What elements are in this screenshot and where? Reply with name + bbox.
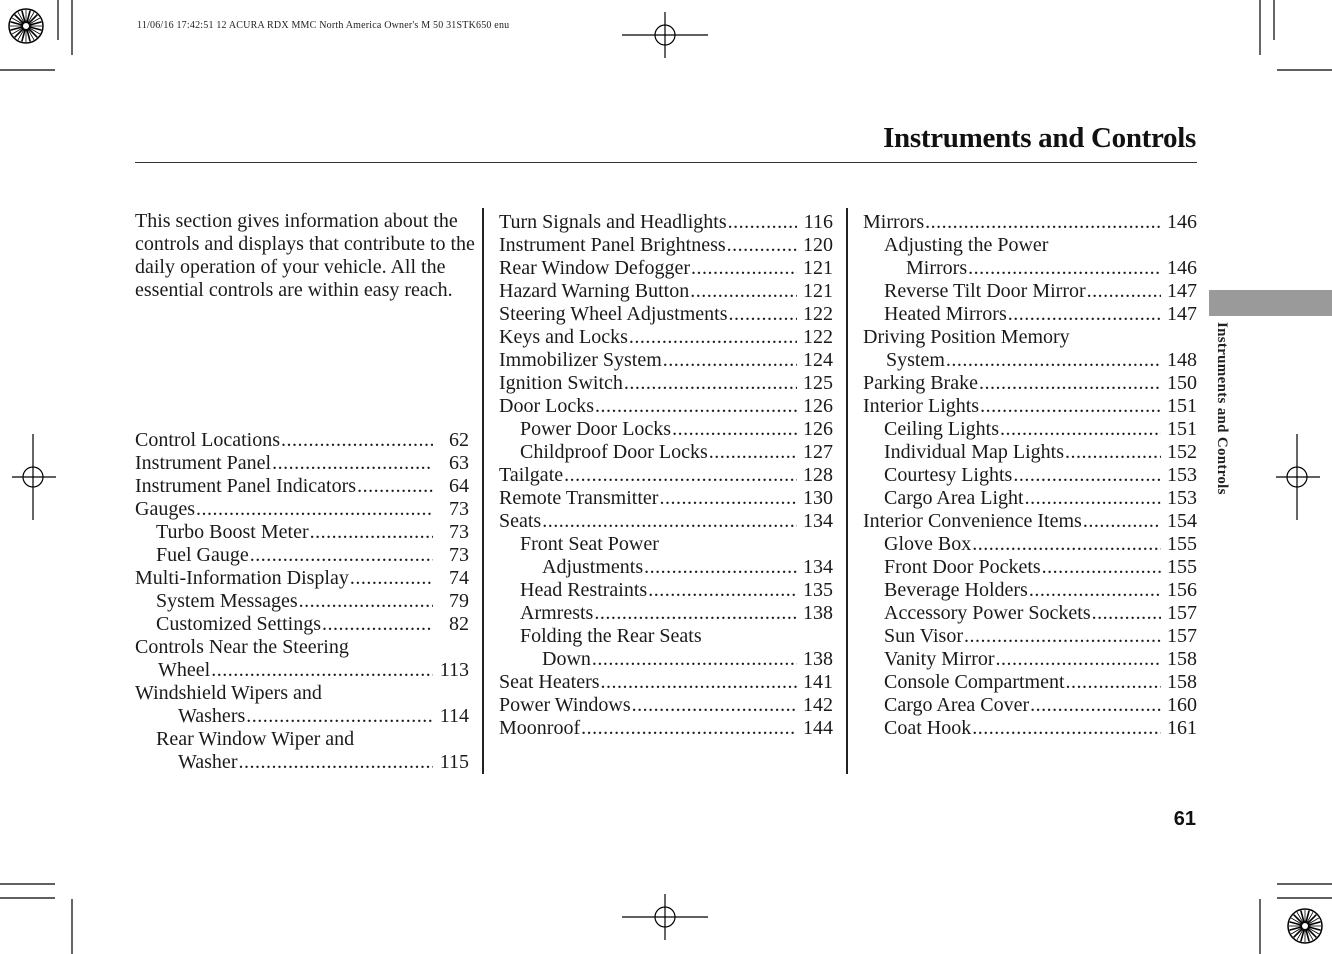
toc-entry[interactable] (499, 602, 833, 625)
toc-leader-dots (592, 648, 797, 671)
toc-entry-label: Glove Box (884, 533, 972, 555)
toc-entry[interactable] (499, 487, 833, 510)
toc-leader-dots (946, 349, 1161, 372)
toc-entry[interactable] (499, 211, 833, 234)
toc-entry-label: Turn Signals and Headlights (499, 211, 727, 233)
toc-entry-label: Vanity Mirror (884, 648, 995, 670)
toc-entry[interactable] (499, 303, 833, 326)
toc-entry-page: 148 (1167, 349, 1197, 371)
toc-entry[interactable] (863, 487, 1197, 510)
toc-entry[interactable] (135, 705, 469, 728)
toc-leader-dots (250, 544, 433, 567)
toc-leader-dots (629, 326, 797, 349)
toc-entry-page: 161 (1167, 717, 1197, 739)
toc-entry-label: Washer (178, 751, 238, 773)
toc-entry-label: Washers (178, 705, 246, 727)
toc-leader-dots (1030, 694, 1161, 717)
toc-entry-page: 146 (1167, 211, 1197, 233)
toc-leader-dots (1029, 579, 1161, 602)
toc-entry[interactable] (499, 326, 833, 349)
toc-entry (863, 326, 1197, 349)
toc-entry[interactable] (863, 717, 1197, 740)
section-intro: This section gives information about the controls and displays that contribute to the daily operation of your vehicle. All the essential controls are within easy reach. (135, 210, 475, 301)
toc-leader-dots (648, 579, 797, 602)
toc-entry-page: 113 (439, 659, 469, 681)
toc-entry[interactable] (863, 257, 1197, 280)
toc-leader-dots (727, 234, 797, 257)
toc-entry-label: Keys and Locks (499, 326, 628, 348)
toc-entry-label: Adjustments (542, 556, 644, 578)
toc-entry-label: Control Locations (135, 429, 280, 451)
toc-entry (499, 533, 833, 556)
toc-leader-dots (595, 395, 797, 418)
toc-entry-label: Seat Heaters (499, 671, 600, 693)
toc-entry-label: Interior Convenience Items (863, 510, 1082, 532)
toc-leader-dots (322, 613, 433, 636)
toc-entry-label: Cargo Area Light (884, 487, 1024, 509)
toc-entry-page: 158 (1167, 648, 1197, 670)
toc-entry-label: Instrument Panel (135, 452, 272, 474)
toc-entry[interactable] (499, 694, 833, 717)
toc-entry-label: Remote Transmitter (499, 487, 659, 509)
toc-entry-page: 157 (1167, 602, 1197, 624)
toc-entry-page: 155 (1167, 556, 1197, 578)
toc-entry-label: Front Seat Power (520, 533, 659, 555)
toc-entry[interactable] (499, 717, 833, 740)
toc-entry-page: 141 (803, 671, 833, 693)
toc-leader-dots (968, 257, 1161, 280)
toc-entry-page: 130 (803, 487, 833, 509)
toc-leader-dots (1083, 510, 1161, 533)
toc-leader-dots (357, 475, 433, 498)
toc-leader-dots (979, 372, 1161, 395)
toc-entry[interactable] (499, 441, 833, 464)
toc-entry[interactable] (499, 234, 833, 257)
toc-entry-page: 125 (803, 372, 833, 394)
toc-entry-page: 121 (803, 257, 833, 279)
toc-entry-label: Seats (499, 510, 542, 532)
toc-leader-dots (581, 717, 797, 740)
toc-leader-dots (1000, 418, 1161, 441)
toc-entry-label: Turbo Boost Meter (156, 521, 309, 543)
toc-entry-page: 146 (1167, 257, 1197, 279)
toc-entry-label: Individual Map Lights (884, 441, 1064, 463)
toc-entry-page: 154 (1167, 510, 1197, 532)
toc-entry[interactable] (135, 613, 469, 636)
toc-column-3 (863, 211, 1197, 740)
toc-entry[interactable] (499, 280, 833, 303)
toc-entry[interactable] (499, 464, 833, 487)
toc-entry-label: Instrument Panel Indicators (135, 475, 357, 497)
toc-leader-dots (729, 303, 798, 326)
toc-leader-dots (672, 418, 797, 441)
print-header-meta: 11/06/16 17:42:51 12 ACURA RDX MMC North America Owner's M 50 31STK650 enu (137, 20, 510, 31)
toc-entry-label: Gauges (135, 498, 195, 520)
toc-entry[interactable] (135, 751, 469, 774)
toc-entry-label: Power Door Locks (520, 418, 672, 440)
toc-leader-dots (644, 556, 797, 579)
toc-entry-label: Reverse Tilt Door Mirror (884, 280, 1086, 302)
toc-leader-dots (1065, 441, 1161, 464)
toc-entry-label: Door Locks (499, 395, 594, 417)
toc-entry[interactable] (863, 579, 1197, 602)
toc-entry-label: Coat Hook (884, 717, 972, 739)
toc-entry-label: Sun Visor (884, 625, 964, 647)
toc-entry-label: Adjusting the Power (884, 234, 1049, 256)
toc-entry-label: Accessory Power Sockets (884, 602, 1091, 624)
toc-entry-page: 155 (1167, 533, 1197, 555)
toc-entry-page: 63 (449, 452, 469, 474)
toc-entry[interactable] (499, 510, 833, 533)
toc-entry-label: Ceiling Lights (884, 418, 999, 440)
toc-entry (135, 682, 469, 705)
toc-entry-page: 120 (803, 234, 833, 256)
toc-entry[interactable] (499, 579, 833, 602)
toc-leader-dots (1087, 280, 1161, 303)
toc-entry-page: 144 (803, 717, 833, 739)
toc-entry[interactable] (863, 303, 1197, 326)
toc-entry-page: 73 (449, 498, 469, 520)
toc-entry[interactable] (863, 694, 1197, 717)
toc-leader-dots (691, 257, 797, 280)
toc-entry-page: 116 (803, 211, 833, 233)
toc-entry[interactable] (863, 625, 1197, 648)
toc-entry (863, 234, 1197, 257)
toc-entry-page: 158 (1167, 671, 1197, 693)
toc-entry[interactable] (499, 671, 833, 694)
toc-entry-page: 153 (1167, 487, 1197, 509)
toc-entry-label: Mirrors (863, 211, 925, 233)
toc-entry[interactable] (135, 452, 469, 475)
toc-entry-page: 122 (803, 326, 833, 348)
toc-entry (135, 728, 469, 751)
toc-entry-label: Armrests (520, 602, 594, 624)
toc-entry-page: 62 (449, 429, 469, 451)
toc-leader-dots (925, 211, 1161, 234)
toc-entry-page: 153 (1167, 464, 1197, 486)
toc-leader-dots (1042, 556, 1161, 579)
toc-entry[interactable] (863, 418, 1197, 441)
toc-entry-label: Windshield Wipers and (135, 682, 322, 704)
toc-entry-page: 151 (1167, 395, 1197, 417)
toc-entry-page: 121 (803, 280, 833, 302)
toc-entry-label: Instrument Panel Brightness (499, 234, 726, 256)
toc-leader-dots (1066, 671, 1161, 694)
toc-entry-label: Console Compartment (884, 671, 1065, 693)
toc-entry[interactable] (863, 395, 1197, 418)
toc-column-1 (135, 429, 469, 774)
toc-entry-label: Wheel (158, 659, 211, 681)
toc-entry[interactable] (863, 533, 1197, 556)
toc-entry-page: 126 (803, 395, 833, 417)
page-number: 61 (1173, 808, 1196, 830)
toc-leader-dots (211, 659, 433, 682)
toc-entry-page: 156 (1167, 579, 1197, 601)
toc-leader-dots (1008, 303, 1161, 326)
toc-entry[interactable] (863, 441, 1197, 464)
toc-leader-dots (709, 441, 797, 464)
side-tab-label: Instruments and Controls (1214, 322, 1230, 495)
toc-entry-page: 157 (1167, 625, 1197, 647)
toc-leader-dots (594, 602, 797, 625)
toc-entry-label: Ignition Switch (499, 372, 623, 394)
toc-entry-page: 64 (449, 475, 469, 497)
toc-entry-label: Interior Lights (863, 395, 980, 417)
toc-entry-label: Multi-Information Display (135, 567, 349, 589)
page-title: Instruments and Controls (883, 122, 1196, 154)
toc-entry-label: Tailgate (499, 464, 564, 486)
toc-entry-label: System (886, 349, 945, 371)
toc-leader-dots (690, 280, 797, 303)
toc-leader-dots (196, 498, 433, 521)
column-divider-1 (482, 208, 484, 774)
toc-entry-page: 147 (1167, 303, 1197, 325)
toc-entry[interactable] (499, 372, 833, 395)
toc-leader-dots (350, 567, 433, 590)
toc-entry (135, 636, 469, 659)
toc-entry[interactable] (499, 556, 833, 579)
toc-entry-page: 128 (803, 464, 833, 486)
toc-entry-label: Rear Window Wiper and (156, 728, 355, 750)
toc-entry[interactable] (863, 671, 1197, 694)
toc-entry[interactable] (499, 349, 833, 372)
toc-entry-label: Steering Wheel Adjustments (499, 303, 728, 325)
toc-entry-page: 134 (803, 510, 833, 532)
toc-entry-page: 151 (1167, 418, 1197, 440)
toc-entry[interactable] (135, 659, 469, 682)
toc-entry-page: 138 (803, 648, 833, 670)
toc-entry[interactable] (863, 602, 1197, 625)
toc-leader-dots (996, 648, 1161, 671)
toc-leader-dots (728, 211, 797, 234)
toc-entry-label: Driving Position Memory (863, 326, 1070, 348)
toc-entry[interactable] (863, 648, 1197, 671)
toc-entry-label: Parking Brake (863, 372, 978, 394)
toc-entry[interactable] (135, 429, 469, 452)
section-side-tab[interactable] (1209, 290, 1332, 316)
toc-leader-dots (272, 452, 433, 475)
toc-entry-label: Heated Mirrors (884, 303, 1007, 325)
toc-entry-label: Customized Settings (156, 613, 321, 635)
toc-entry-page: 79 (449, 590, 469, 612)
toc-entry-page: 115 (439, 751, 469, 773)
toc-entry[interactable] (135, 544, 469, 567)
toc-column-2 (499, 211, 833, 740)
toc-entry-label: Immobilizer System (499, 349, 662, 371)
toc-entry-label: Head Restraints (520, 579, 648, 601)
title-rule (135, 162, 1197, 163)
toc-entry[interactable] (863, 510, 1197, 533)
toc-entry[interactable] (863, 211, 1197, 234)
toc-entry[interactable] (135, 475, 469, 498)
toc-leader-dots (310, 521, 433, 544)
toc-entry-page: 122 (803, 303, 833, 325)
toc-entry[interactable] (863, 556, 1197, 579)
toc-entry-page: 82 (449, 613, 469, 635)
toc-entry-page: 134 (803, 556, 833, 578)
toc-entry-label: System Messages (156, 590, 298, 612)
toc-entry-label: Cargo Area Cover (884, 694, 1030, 716)
toc-leader-dots (564, 464, 797, 487)
toc-entry-page: 74 (449, 567, 469, 589)
toc-entry-page: 126 (803, 418, 833, 440)
toc-leader-dots (299, 590, 433, 613)
toc-entry-label: Courtesy Lights (884, 464, 1013, 486)
toc-entry[interactable] (863, 280, 1197, 303)
toc-entry[interactable] (863, 349, 1197, 372)
toc-leader-dots (972, 717, 1161, 740)
toc-leader-dots (1013, 464, 1161, 487)
toc-entry-page: 127 (803, 441, 833, 463)
toc-entry[interactable] (499, 648, 833, 671)
toc-entry[interactable] (135, 521, 469, 544)
toc-leader-dots (972, 533, 1161, 556)
toc-entry-label: Front Door Pockets (884, 556, 1041, 578)
toc-leader-dots (659, 487, 797, 510)
toc-leader-dots (281, 429, 433, 452)
toc-leader-dots (632, 694, 797, 717)
column-divider-2 (846, 208, 848, 774)
toc-leader-dots (980, 395, 1161, 418)
toc-entry-label: Hazard Warning Button (499, 280, 690, 302)
toc-entry[interactable] (863, 464, 1197, 487)
toc-entry-page: 142 (803, 694, 833, 716)
toc-entry-page: 138 (803, 602, 833, 624)
toc-entry-page: 150 (1167, 372, 1197, 394)
toc-leader-dots (238, 751, 433, 774)
toc-entry-label: Power Windows (499, 694, 631, 716)
toc-entry-label: Rear Window Defogger (499, 257, 690, 279)
toc-entry-label: Controls Near the Steering (135, 636, 349, 658)
toc-entry-page: 73 (449, 521, 469, 543)
toc-entry-page: 160 (1167, 694, 1197, 716)
toc-entry[interactable] (863, 372, 1197, 395)
toc-entry[interactable] (499, 257, 833, 280)
toc-leader-dots (601, 671, 797, 694)
toc-leader-dots (663, 349, 797, 372)
toc-entry-label: Fuel Gauge (156, 544, 249, 566)
toc-leader-dots (1025, 487, 1161, 510)
toc-entry-page: 147 (1167, 280, 1197, 302)
toc-entry-label: Childproof Door Locks (520, 441, 708, 463)
toc-entry-label: Folding the Rear Seats (520, 625, 702, 647)
toc-entry[interactable] (135, 590, 469, 613)
toc-leader-dots (542, 510, 797, 533)
toc-leader-dots (624, 372, 797, 395)
toc-leader-dots (964, 625, 1161, 648)
toc-entry[interactable] (135, 498, 469, 521)
toc-entry-label: Down (542, 648, 591, 670)
toc-entry[interactable] (135, 567, 469, 590)
toc-entry-label: Mirrors (906, 257, 968, 279)
toc-entry-page: 124 (803, 349, 833, 371)
toc-leader-dots (1092, 602, 1161, 625)
toc-entry-label: Beverage Holders (884, 579, 1028, 601)
toc-entry-page: 73 (449, 544, 469, 566)
toc-entry (499, 625, 833, 648)
toc-entry-page: 135 (803, 579, 833, 601)
toc-entry[interactable] (499, 395, 833, 418)
toc-leader-dots (246, 705, 433, 728)
toc-entry-label: Moonroof (499, 717, 581, 739)
toc-entry-page: 114 (439, 705, 469, 727)
toc-entry-page: 152 (1167, 441, 1197, 463)
toc-entry[interactable] (499, 418, 833, 441)
